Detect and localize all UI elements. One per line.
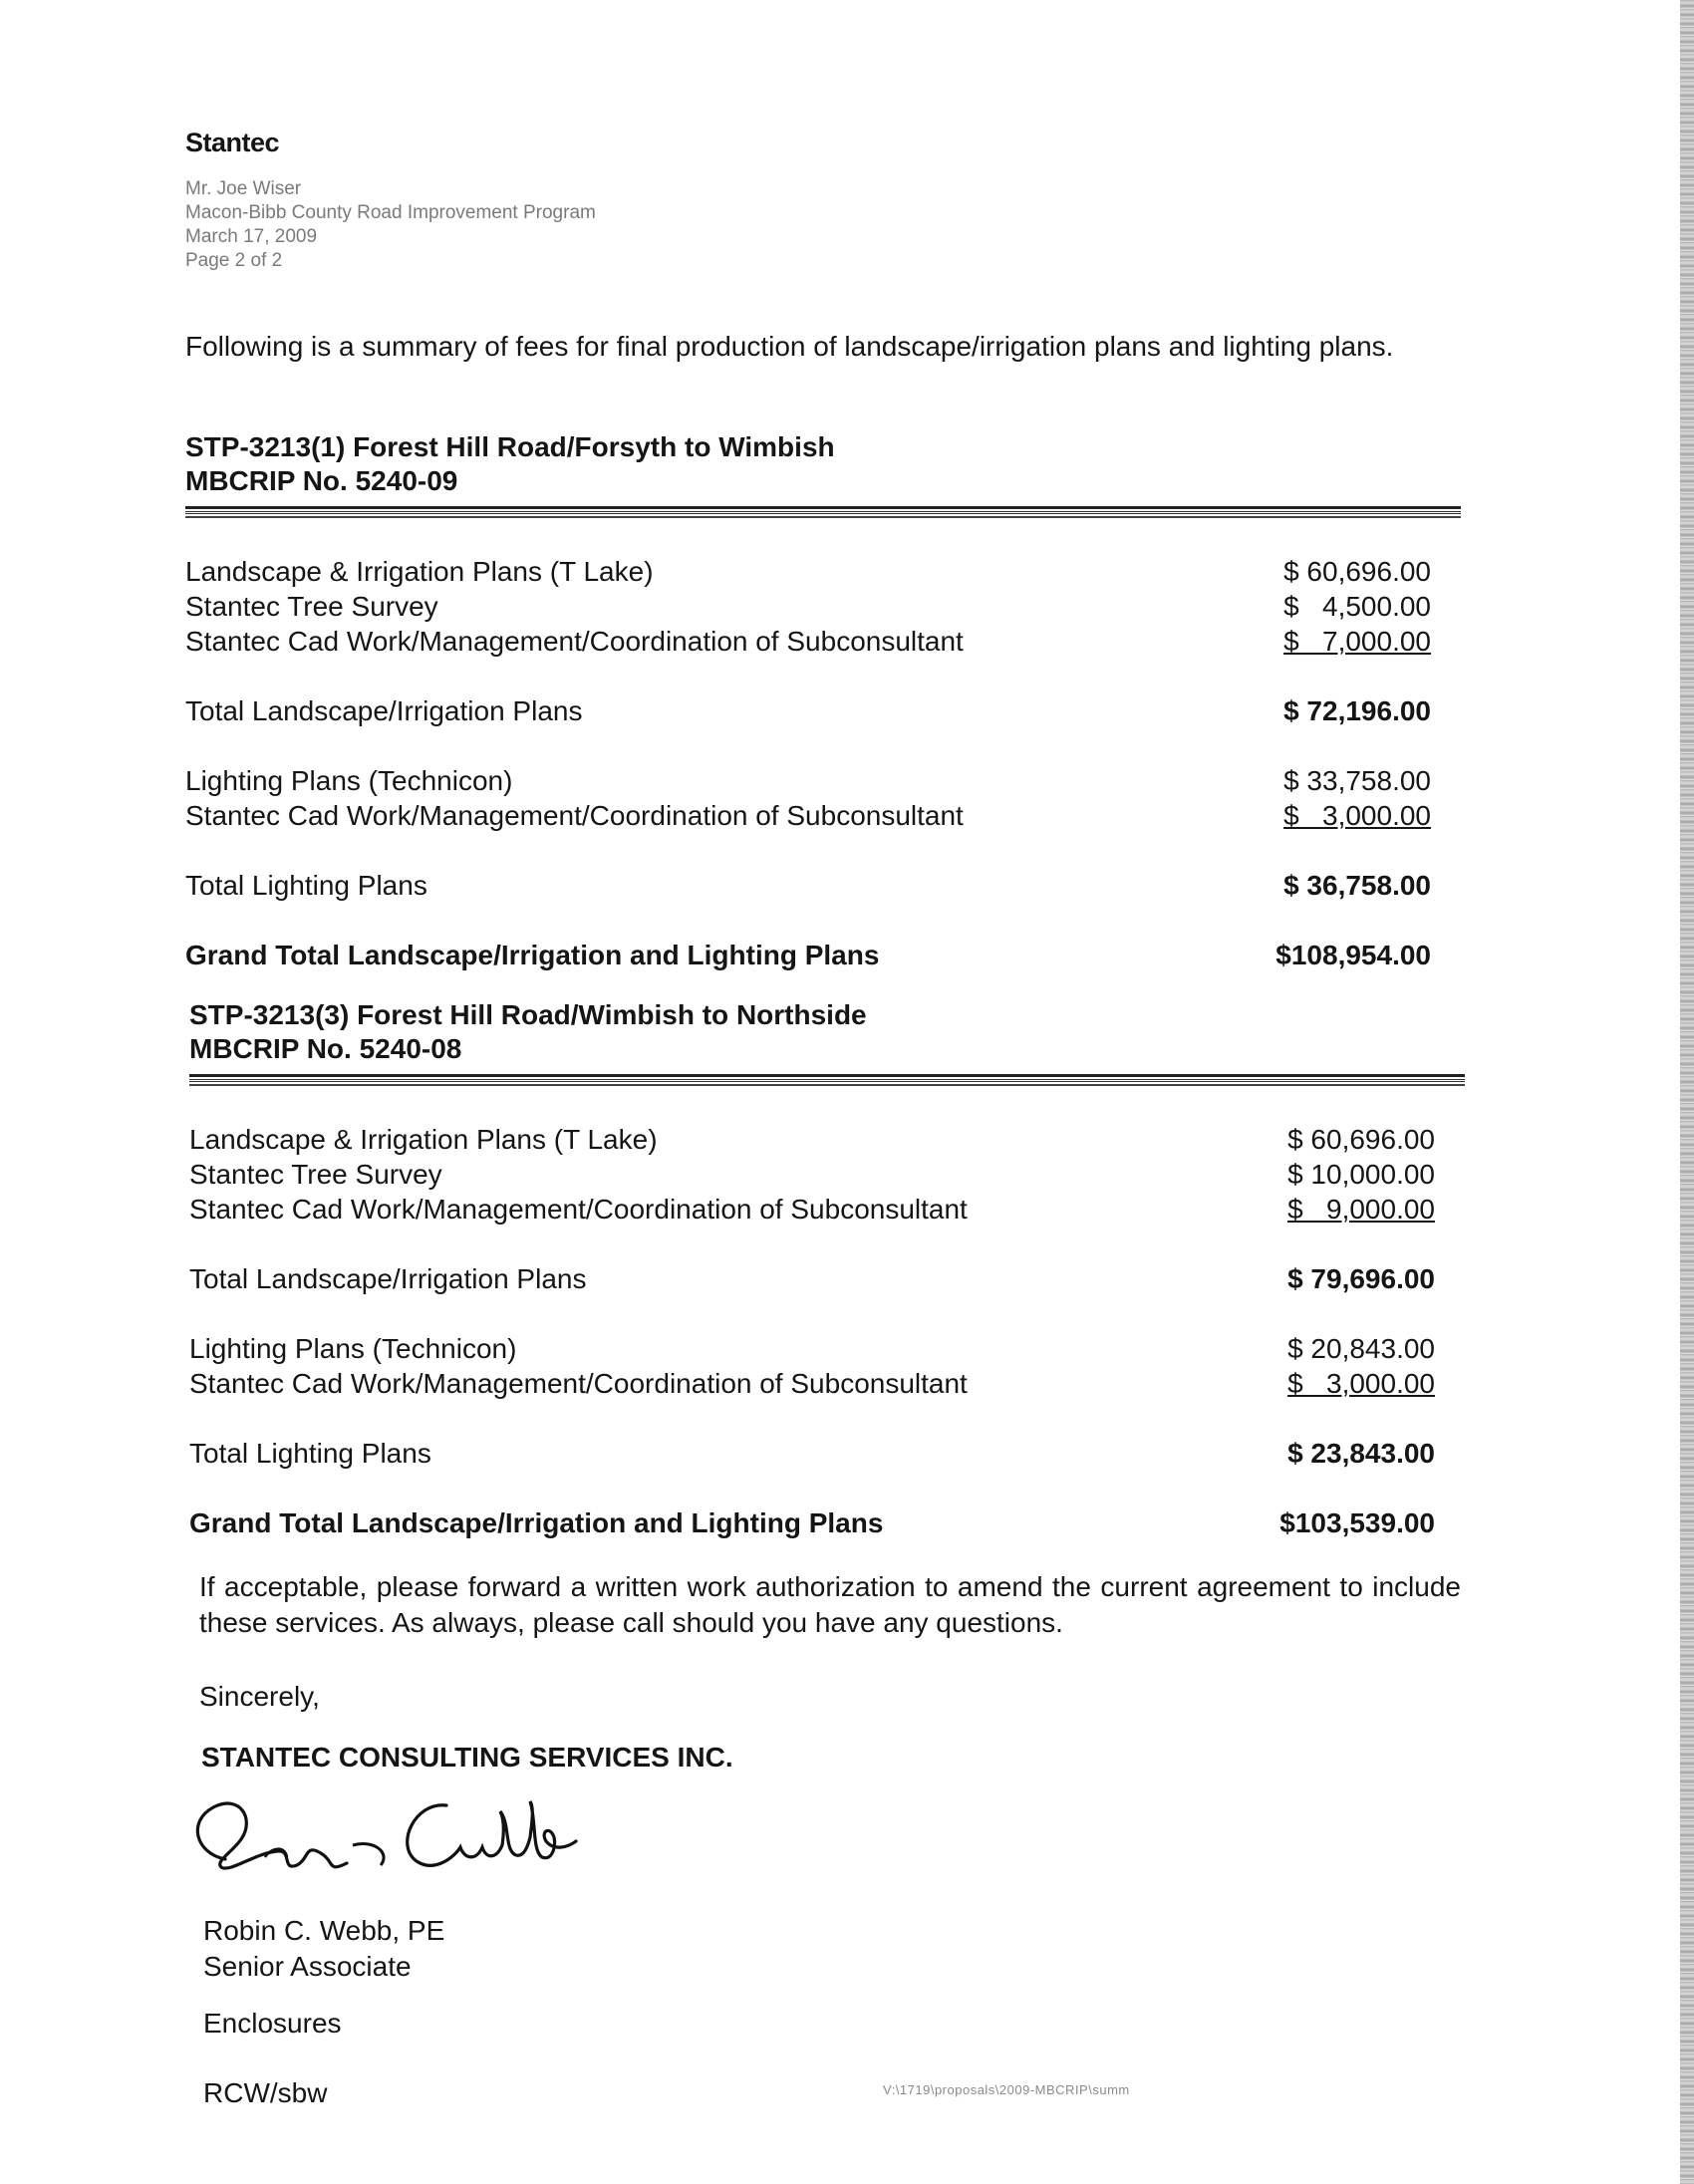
section-subtitle: MBCRIP No. 5240-09 [185,465,458,496]
fee-label: Stantec Cad Work/Management/Coordination of Subconsultant [185,800,964,831]
grand-total-label: Grand Total Landscape/Irrigation and Lighting Plans [185,940,880,970]
grand-total-amount: $103,539.00 [1279,1507,1435,1538]
fee-row [189,1194,1465,1228]
grand-total-amount: $108,954.00 [1275,940,1431,970]
grand-total-label: Grand Total Landscape/Irrigation and Lighting Plans [189,1507,884,1538]
fee-amount: $ 3,000.00 [1283,800,1431,831]
letter-header [185,177,596,273]
date-line: March 17, 2009 [185,226,318,247]
program-line: Macon-Bibb County Road Improvement Program [185,202,596,223]
grand-total-row [189,1507,1465,1542]
company-logo: Stantec [185,128,280,157]
section-divider [185,506,1461,514]
fee-section-1 [185,430,1461,974]
subtotal-amount: $ 79,696.00 [1287,1263,1435,1294]
fee-row [189,1368,1465,1403]
fee-amount: $ 10,000.00 [1287,1159,1435,1190]
fee-amount: $ 3,000.00 [1287,1368,1435,1399]
subtotal-row [189,1263,1465,1298]
section-divider [189,1074,1465,1082]
fee-row [185,626,1461,661]
fee-amount: $ 20,843.00 [1287,1333,1435,1364]
fee-label: Stantec Cad Work/Management/Coordination of Subconsultant [185,626,964,657]
fee-row [189,1159,1465,1194]
fee-row [185,556,1461,591]
salutation: Sincerely, [199,1681,320,1712]
fee-amount: $ 60,696.00 [1287,1124,1435,1155]
closing-paragraph: If acceptable, please forward a written work authorization to amend the current agreement to include these services. As always, please call should you have any questions. [199,1571,1461,1638]
fee-amount: $ 9,000.00 [1287,1194,1435,1225]
fee-label: Stantec Cad Work/Management/Coordination of Subconsultant [189,1194,968,1225]
fee-amount: $ 60,696.00 [1283,556,1431,587]
fee-amount: $ 7,000.00 [1283,626,1431,657]
fee-row [189,1124,1465,1159]
scan-edge-artifact [1680,0,1694,2184]
fee-row [185,591,1461,626]
signer-block [203,1913,444,1985]
letter-page [185,120,1461,2152]
subtotal-amount: $ 72,196.00 [1283,695,1431,726]
subtotal-amount: $ 36,758.00 [1283,870,1431,901]
fee-row [185,765,1461,800]
recipient-line: Mr. Joe Wiser [185,178,302,199]
typist-initials: RCW/sbw [203,2077,328,2108]
subtotal-row [185,870,1461,905]
file-path-footer: V:\1719\proposals\2009-MBCRIP\summ [883,2082,1130,2097]
page-number: Page 2 of 2 [185,250,283,271]
grand-total-row [185,940,1461,974]
section-subtitle: MBCRIP No. 5240-08 [189,1033,462,1064]
fee-label: Lighting Plans (Technicon) [189,1333,517,1364]
fee-row [189,1333,1465,1368]
section-title: STP-3213(1) Forest Hill Road/Forsyth to Wimbish [185,431,835,462]
subtotal-row [185,695,1461,730]
fee-section-2 [189,998,1465,1542]
subtotal-label: Total Lighting Plans [189,1438,431,1469]
subtotal-row [189,1438,1465,1473]
subtotal-label: Total Lighting Plans [185,870,427,901]
fee-row [185,800,1461,835]
signature-image [185,1762,614,1911]
section-title: STP-3213(3) Forest Hill Road/Wimbish to Northside [189,999,867,1030]
fee-label: Stantec Tree Survey [185,591,438,622]
fee-amount: $ 33,758.00 [1283,765,1431,796]
intro-paragraph: Following is a summary of fees for final production of landscape/irrigation plans and lighting plans. [185,331,1394,362]
subtotal-label: Total Landscape/Irrigation Plans [185,695,583,726]
enclosures-note: Enclosures [203,2008,342,2039]
subtotal-amount: $ 23,843.00 [1287,1438,1435,1469]
fee-label: Lighting Plans (Technicon) [185,765,513,796]
subtotal-label: Total Landscape/Irrigation Plans [189,1263,587,1294]
fee-amount: $ 4,500.00 [1283,591,1431,622]
fee-label: Stantec Cad Work/Management/Coordination of Subconsultant [189,1368,968,1399]
company-name: STANTEC CONSULTING SERVICES INC. [201,1742,733,1773]
fee-label: Stantec Tree Survey [189,1159,442,1190]
fee-label: Landscape & Irrigation Plans (T Lake) [185,556,654,587]
signer-title: Senior Associate [203,1951,412,1982]
fee-label: Landscape & Irrigation Plans (T Lake) [189,1124,658,1155]
signer-name: Robin C. Webb, PE [203,1915,445,1946]
